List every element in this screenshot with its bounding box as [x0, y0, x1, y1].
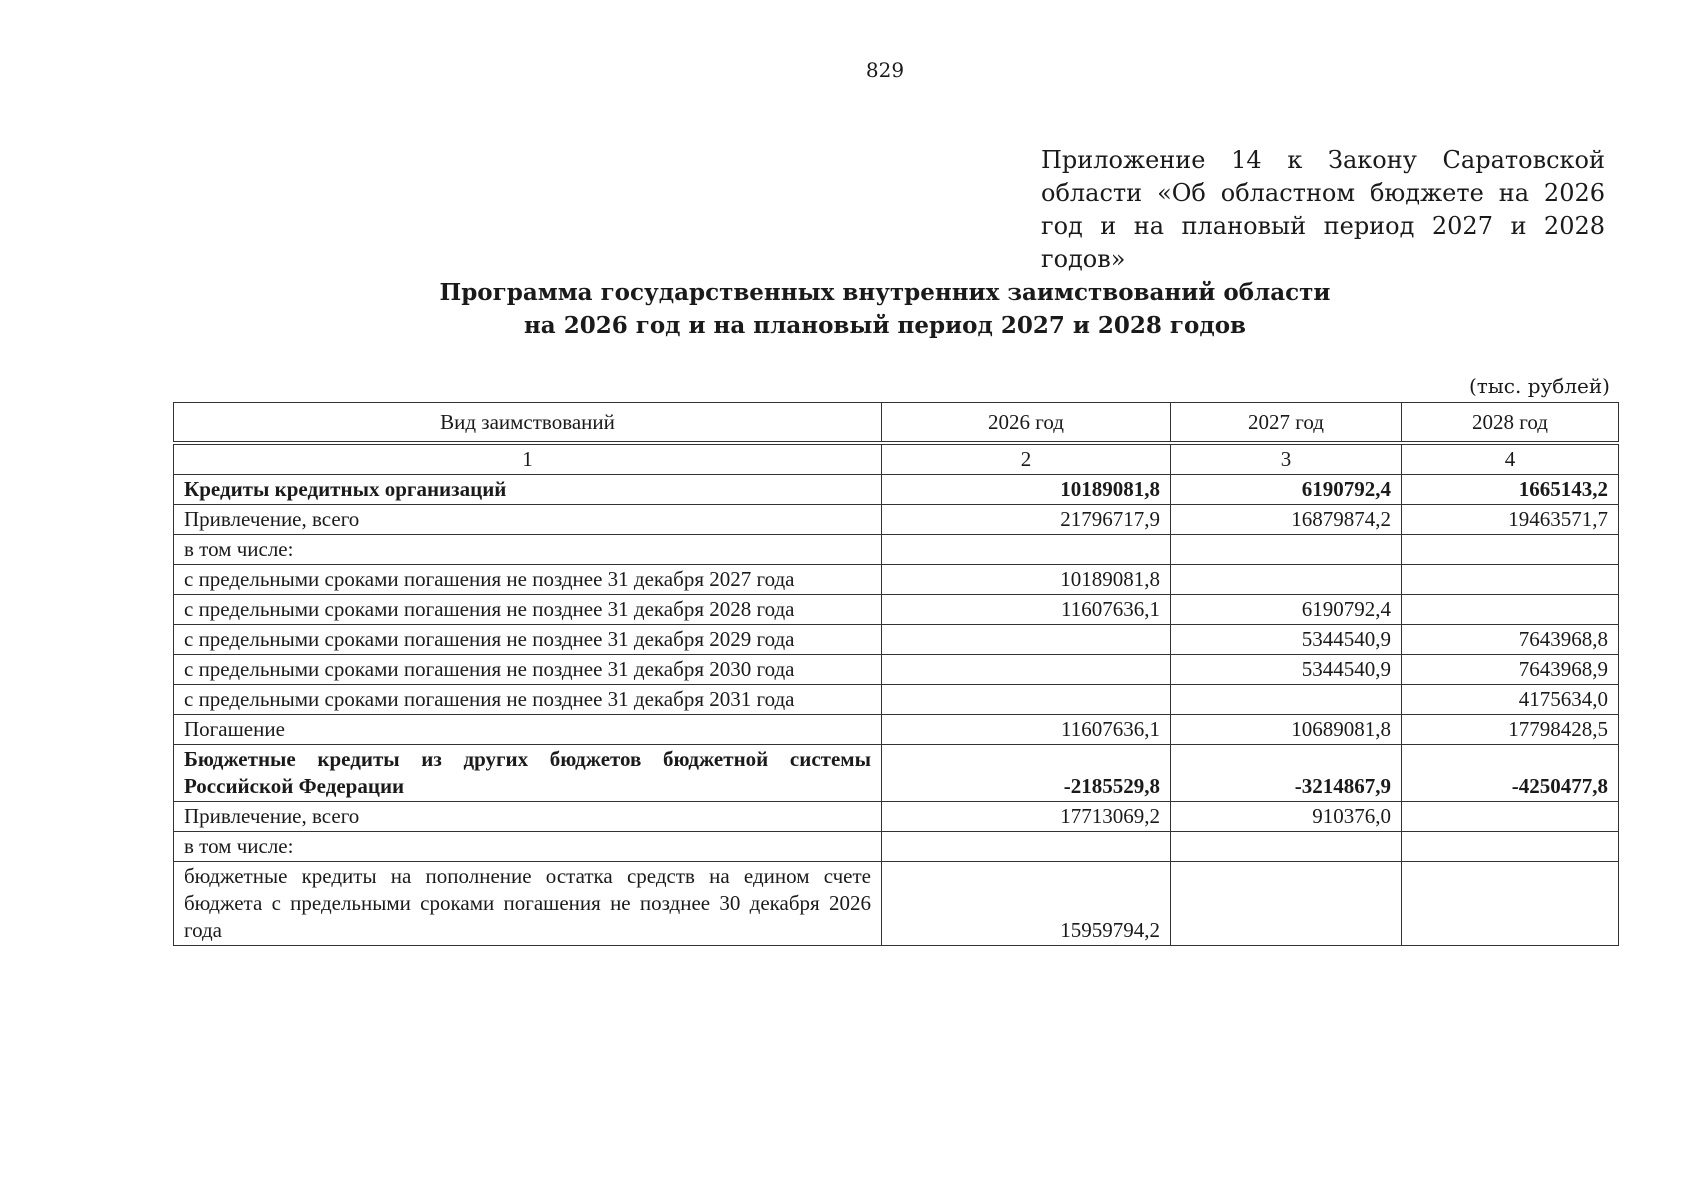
table-row-credit-org-total [174, 475, 1619, 505]
row-label: в том числе: [174, 535, 882, 565]
table-row [174, 625, 1619, 655]
value-2028: 7643968,9 [1402, 655, 1619, 685]
value-2028 [1402, 595, 1619, 625]
header-2028: 2028 год [1402, 403, 1619, 444]
row-label: с предельными сроками погашения не позднее 31 декабря 2027 года [174, 565, 882, 595]
page-number: 829 [865, 58, 905, 82]
units-note: (тыс. рублей) [1469, 374, 1610, 398]
value-2026 [882, 625, 1171, 655]
row-label: Привлечение, всего [174, 802, 882, 832]
value-2027 [1171, 862, 1402, 946]
table-row [174, 685, 1619, 715]
value-2028: 19463571,7 [1402, 505, 1619, 535]
row-label: Привлечение, всего [174, 505, 882, 535]
row-label: с предельными сроками погашения не позднее 31 декабря 2028 года [174, 595, 882, 625]
table-row [174, 595, 1619, 625]
value-2026: 11607636,1 [882, 595, 1171, 625]
value-2028 [1402, 862, 1619, 946]
value-2026: 15959794,2 [882, 862, 1171, 946]
borrowing-program-table [173, 402, 1619, 946]
value-2026 [882, 655, 1171, 685]
row-label: с предельными сроками погашения не позднее 31 декабря 2030 года [174, 655, 882, 685]
value-2027 [1171, 685, 1402, 715]
value-2026 [882, 535, 1171, 565]
value-2027: 910376,0 [1171, 802, 1402, 832]
value-2028: 4175634,0 [1402, 685, 1619, 715]
header-row [174, 403, 1619, 444]
value-2028 [1402, 535, 1619, 565]
row-label: с предельными сроками погашения не позднее 31 декабря 2029 года [174, 625, 882, 655]
value-2028 [1402, 565, 1619, 595]
column-number: 4 [1402, 443, 1619, 475]
table-row [174, 802, 1619, 832]
value-2028: 1665143,2 [1402, 475, 1619, 505]
value-2026: 21796717,9 [882, 505, 1171, 535]
value-2027: 6190792,4 [1171, 475, 1402, 505]
value-2027 [1171, 832, 1402, 862]
table-row [174, 535, 1619, 565]
value-2026: 17713069,2 [882, 802, 1171, 832]
value-2026: 10189081,8 [882, 475, 1171, 505]
table-row [174, 715, 1619, 745]
value-2026 [882, 832, 1171, 862]
document-title [0, 276, 1697, 342]
title-line-2: на 2026 год и на плановый период 2027 и 2028 годов [523, 312, 1247, 339]
header-2026: 2026 год [882, 403, 1171, 444]
table-row [174, 655, 1619, 685]
title-line-1: Программа государственных внутренних заимствований области [439, 279, 1331, 306]
value-2028 [1402, 832, 1619, 862]
value-2027 [1171, 565, 1402, 595]
table-row [174, 505, 1619, 535]
value-2027: 16879874,2 [1171, 505, 1402, 535]
header-borrowing-type: Вид заимствований [174, 403, 882, 444]
value-2028: -4250477,8 [1402, 745, 1619, 802]
row-label: в том числе: [174, 832, 882, 862]
value-2028 [1402, 802, 1619, 832]
table-row [174, 832, 1619, 862]
appendix-note: Приложение 14 к Закону Саратовской области «Об областном бюджете на 2026 год и на плановый период 2027 и 2028 годов» [1041, 146, 1605, 273]
value-2027: 5344540,9 [1171, 655, 1402, 685]
header-2027: 2027 год [1171, 403, 1402, 444]
column-number: 2 [882, 443, 1171, 475]
value-2027: 6190792,4 [1171, 595, 1402, 625]
value-2026: 11607636,1 [882, 715, 1171, 745]
value-2026: 10189081,8 [882, 565, 1171, 595]
value-2026: -2185529,8 [882, 745, 1171, 802]
row-label: Кредиты кредитных организаций [174, 475, 882, 505]
value-2027: -3214867,9 [1171, 745, 1402, 802]
row-label: с предельными сроками погашения не позднее 31 декабря 2031 года [174, 685, 882, 715]
value-2027: 5344540,9 [1171, 625, 1402, 655]
value-2028: 7643968,8 [1402, 625, 1619, 655]
column-number: 3 [1171, 443, 1402, 475]
row-label: Бюджетные кредиты из других бюджетов бюджетной системы Российской Федерации [174, 745, 882, 802]
table-row [174, 862, 1619, 946]
value-2028: 17798428,5 [1402, 715, 1619, 745]
column-number-row [174, 443, 1619, 475]
row-label: Погашение [174, 715, 882, 745]
table-row [174, 565, 1619, 595]
value-2027 [1171, 535, 1402, 565]
column-number: 1 [174, 443, 882, 475]
row-label: бюджетные кредиты на пополнение остатка средств на едином счете бюджета с предельными сроками погашения не позднее 30 декабря 2026 года [174, 862, 882, 946]
value-2026 [882, 685, 1171, 715]
value-2027: 10689081,8 [1171, 715, 1402, 745]
table-row-budget-credits-total [174, 745, 1619, 802]
